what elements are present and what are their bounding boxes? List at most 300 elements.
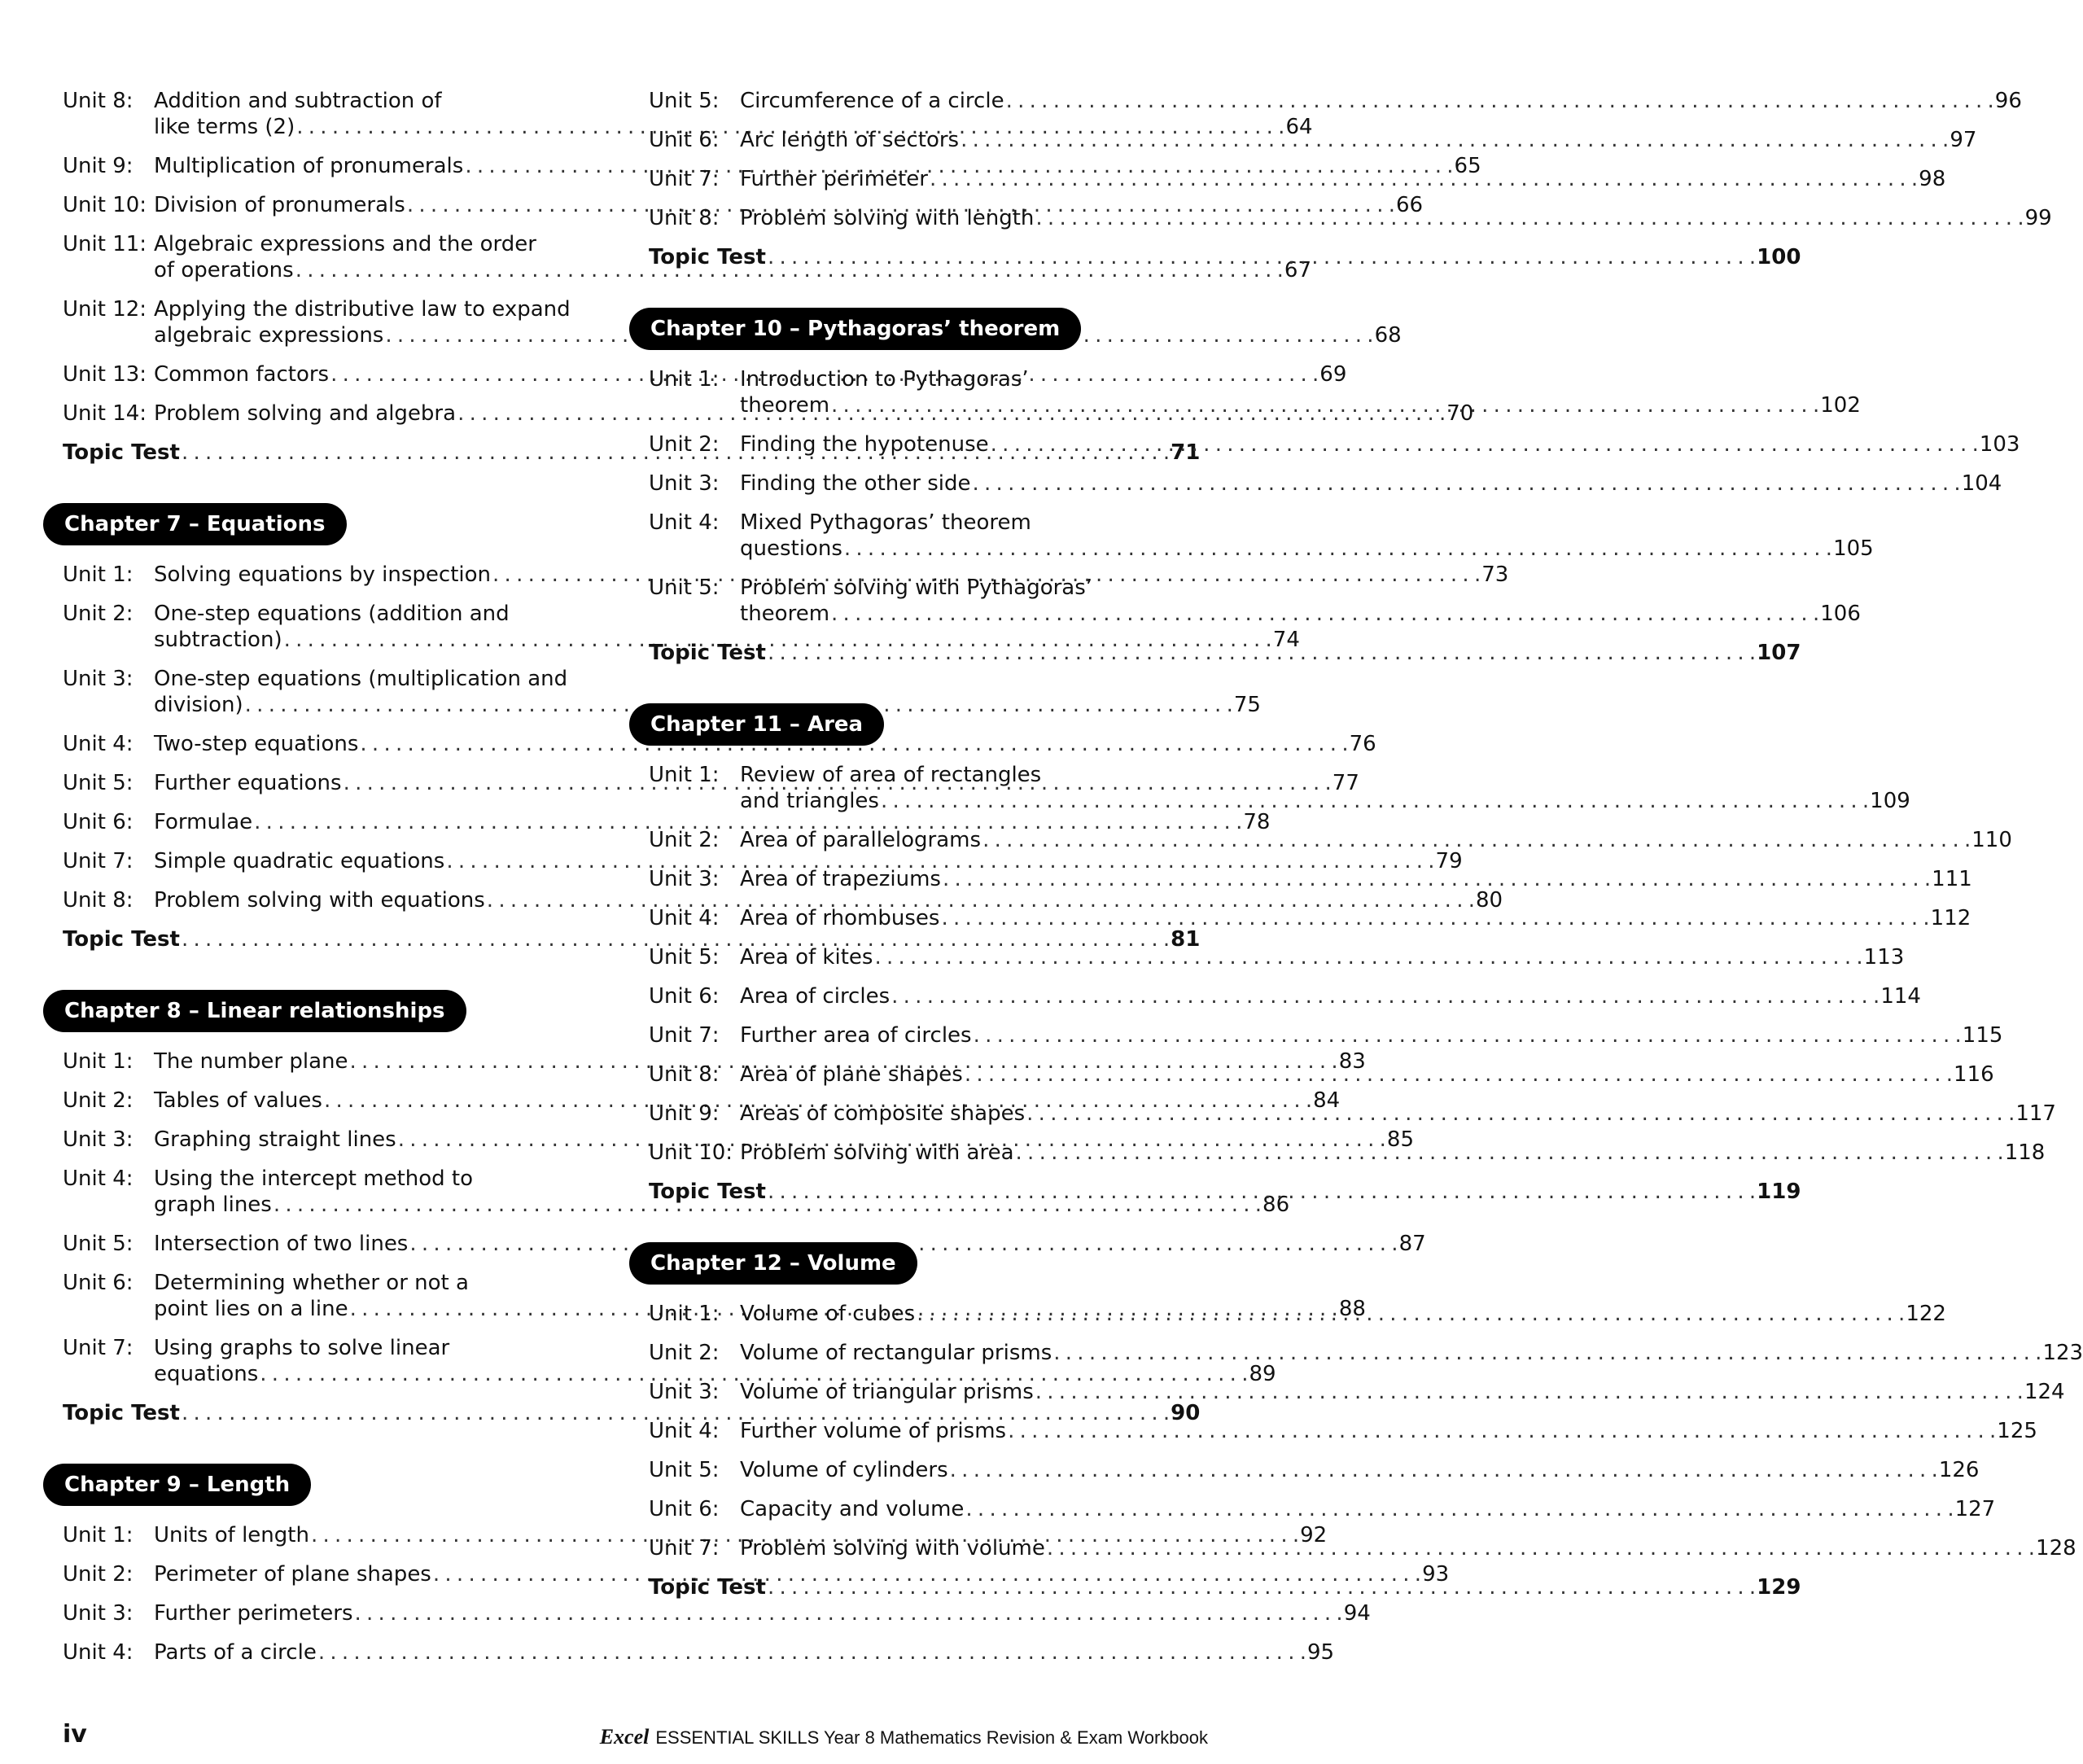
- unit-label: Unit 1:: [63, 562, 133, 587]
- dot-leader: [1006, 88, 1993, 114]
- unit-label: Unit 2:: [63, 1562, 133, 1587]
- unit-title-text: theorem: [740, 393, 830, 418]
- toc-entry: [649, 1101, 2056, 1127]
- unit-label: Unit 5:: [649, 576, 720, 600]
- unit-title: [740, 1022, 2002, 1048]
- page-ref: 118: [2004, 1140, 2046, 1165]
- unit-title-text: The number plane: [154, 1049, 348, 1074]
- unit-title-text: Finding the other side: [740, 471, 971, 496]
- page-ref: 105: [1833, 536, 1874, 561]
- chapter-heading-10: Chapter 10 – Pythagoras’ theorem: [629, 308, 1081, 350]
- topic-test-label: Topic Test: [649, 245, 766, 269]
- unit-title-text: Capacity and volume: [740, 1497, 965, 1521]
- unit-title-text: of operations: [154, 258, 294, 282]
- page-ref: 109: [1870, 789, 1910, 813]
- unit-title-text: Finding the hypotenuse: [740, 432, 989, 457]
- page-ref: 94: [1343, 1601, 1371, 1626]
- unit-title-last-line: [740, 905, 1971, 931]
- unit-title-line: Problem solving with Pythagoras’: [740, 576, 1093, 600]
- page-ref: 70: [1446, 401, 1474, 426]
- unit-label: Unit 6:: [649, 1497, 720, 1521]
- page-ref: 98: [1919, 167, 1946, 191]
- dot-leader: [965, 1496, 1953, 1522]
- unit-label: Unit 7:: [63, 849, 133, 873]
- unit-title-line: Applying the distributive law to expand: [154, 297, 571, 322]
- page-ref: 123: [2042, 1341, 2083, 1365]
- dot-leader: [768, 1574, 1755, 1600]
- unit-title-line: Using the intercept method to: [154, 1167, 474, 1191]
- topic-test-label: Topic Test: [63, 1401, 180, 1425]
- unit-title-text: Two-step equations: [154, 732, 359, 756]
- unit-title: [740, 1061, 1994, 1088]
- dot-leader: [961, 127, 1948, 153]
- page-ref: 90: [1171, 1401, 1201, 1425]
- unit-title-text: Solving equations by inspection: [154, 562, 492, 587]
- unit-title: [740, 127, 1976, 153]
- unit-title-text: theorem: [740, 602, 830, 626]
- dot-leader: [1026, 1101, 2014, 1127]
- page-ref: 68: [1374, 323, 1402, 348]
- unit-title-text: Further equations: [154, 771, 342, 795]
- toc-entry: [63, 731, 1376, 757]
- dot-leader: [1035, 205, 2023, 231]
- dot-leader: [930, 166, 1917, 192]
- chapter-heading-7: Chapter 7 – Equations: [43, 503, 347, 545]
- page-ref: 96: [1994, 89, 2022, 113]
- unit-label: Unit 2:: [649, 432, 720, 457]
- page-ref: 78: [1243, 810, 1271, 834]
- unit-title-text: Volume of cylinders: [740, 1458, 948, 1482]
- unit-label: Unit 1:: [649, 763, 720, 787]
- unit-title-line: One-step equations (multiplication and: [154, 667, 568, 691]
- unit-label: Unit 3:: [649, 1380, 720, 1404]
- toc-entry: [649, 983, 1921, 1009]
- dot-leader: [974, 1022, 1961, 1048]
- dot-leader: [881, 788, 1868, 814]
- unit-label: Unit 6:: [649, 984, 720, 1009]
- unit-title: [154, 1639, 1334, 1666]
- unit-title: [740, 762, 1910, 814]
- chapter-heading-11: Chapter 11 – Area: [629, 703, 884, 746]
- unit-title-line: Determining whether or not a: [154, 1271, 469, 1295]
- page-ref: 92: [1300, 1523, 1328, 1547]
- topic-test-line: [649, 244, 1801, 270]
- dot-leader: [965, 1061, 1952, 1088]
- page-ref: 97: [1950, 128, 1977, 152]
- unit-title: [740, 905, 1971, 931]
- page-ref: 83: [1338, 1049, 1366, 1074]
- unit-label: Unit 12:: [63, 297, 147, 322]
- toc-entry: [649, 1140, 2046, 1166]
- unit-label: Unit 3:: [63, 1601, 133, 1626]
- unit-label: Unit 4:: [649, 1419, 720, 1443]
- page-ref: 115: [1962, 1023, 2003, 1048]
- topic-test-label: Topic Test: [649, 641, 766, 665]
- toc-entry: [63, 1600, 1371, 1626]
- unit-title-text: Problem solving with area: [740, 1140, 1014, 1165]
- dot-leader: [982, 827, 1970, 853]
- unit-title-last-line: [740, 1022, 2002, 1048]
- dot-leader: [1035, 1379, 2023, 1405]
- unit-label: Unit 11:: [63, 232, 147, 256]
- topic-test-label: Topic Test: [649, 1180, 766, 1204]
- toc-entry: [649, 1340, 2083, 1366]
- unit-label: Unit 8:: [649, 206, 720, 230]
- unit-title: [740, 944, 1904, 970]
- topic-test-label: Topic Test: [649, 1575, 766, 1600]
- unit-title-text: Volume of triangular prisms: [740, 1380, 1034, 1404]
- dot-leader: [1053, 1340, 2041, 1366]
- page-ref: 126: [1938, 1458, 1980, 1482]
- topic-test-line: [649, 1179, 1801, 1205]
- unit-title-last-line: [740, 431, 2020, 457]
- unit-title-text: Formulae: [154, 810, 253, 834]
- page-ref: 110: [1971, 828, 2012, 852]
- unit-label: Unit 5:: [63, 1232, 133, 1256]
- toc-entry: [649, 1457, 1980, 1483]
- unit-title-last-line: [740, 788, 1910, 814]
- page-ref: 119: [1757, 1180, 1801, 1204]
- unit-title-last-line: [740, 205, 2052, 231]
- page-ref: 65: [1454, 154, 1481, 178]
- unit-title-text: Problem solving with equations: [154, 888, 485, 913]
- toc-entry: [63, 887, 1503, 913]
- unit-label: Unit 10:: [649, 1140, 733, 1165]
- unit-title-text: like terms (2): [154, 115, 295, 139]
- unit-title-text: division): [154, 693, 243, 717]
- unit-title-text: Division of pronumerals: [154, 193, 405, 217]
- unit-title-text: Problem solving and algebra: [154, 401, 457, 426]
- unit-label: Unit 5:: [649, 945, 720, 970]
- unit-title: [740, 1140, 2045, 1166]
- unit-label: Unit 4:: [63, 1640, 133, 1665]
- unit-title-last-line: [740, 471, 2002, 497]
- unit-title: [740, 1496, 1995, 1522]
- unit-title-last-line: [740, 866, 1972, 892]
- dot-leader: [844, 536, 1831, 562]
- unit-title-text: subtraction): [154, 628, 282, 652]
- unit-title: [740, 827, 2012, 853]
- page-footer: [0, 1720, 1289, 1753]
- unit-title: [740, 1101, 2056, 1127]
- unit-title-line: Introduction to Pythagoras’: [740, 367, 1029, 392]
- unit-title: [740, 1418, 2037, 1444]
- unit-title-text: Further volume of prisms: [740, 1419, 1007, 1443]
- unit-title-text: Tables of values: [154, 1088, 322, 1113]
- unit-title: [740, 205, 2052, 231]
- toc-entry: [649, 944, 1905, 970]
- unit-title: [740, 471, 2002, 497]
- unit-label: Unit 9:: [63, 154, 133, 178]
- unit-title-text: and triangles: [740, 789, 879, 813]
- dot-leader: [991, 431, 1978, 457]
- unit-title-text: Intersection of two lines: [154, 1232, 409, 1256]
- unit-title: [740, 1340, 2083, 1366]
- page-ref: 67: [1284, 258, 1312, 282]
- unit-title: [740, 366, 1861, 418]
- page-ref: 75: [1233, 693, 1261, 717]
- unit-label: Unit 4:: [63, 1167, 133, 1191]
- page-ref: 112: [1930, 906, 1971, 930]
- dot-leader: [1016, 1140, 2003, 1166]
- unit-title-line: Using graphs to solve linear: [154, 1336, 450, 1360]
- unit-title-last-line: [740, 983, 1921, 1009]
- unit-title-text: Problem solving with volume: [740, 1536, 1045, 1560]
- unit-title-text: Further perimeters: [154, 1601, 353, 1626]
- unit-title-text: Common factors: [154, 362, 330, 387]
- unit-title-text: Area of parallelograms: [740, 828, 982, 852]
- page-ref: 77: [1332, 771, 1359, 795]
- page-ref: 104: [1961, 471, 2002, 496]
- unit-title: [740, 510, 1874, 562]
- page-ref: 74: [1272, 628, 1300, 652]
- unit-label: Unit 14:: [63, 401, 147, 426]
- page-ref: 81: [1171, 927, 1201, 952]
- page-ref: 71: [1171, 440, 1201, 465]
- unit-title-text: equations: [154, 1362, 259, 1386]
- page-number: iv: [63, 1720, 87, 1749]
- unit-label: Unit 7:: [63, 1336, 133, 1360]
- unit-title-text: Volume of cubes: [740, 1302, 916, 1326]
- unit-title-last-line: [154, 1639, 1334, 1666]
- unit-label: Unit 5:: [649, 89, 720, 113]
- unit-label: Unit 6:: [63, 1271, 133, 1295]
- topic-test-line: [649, 640, 1801, 666]
- unit-title-text: algebraic expressions: [154, 323, 384, 348]
- unit-title-last-line: [740, 944, 1904, 970]
- page-ref: 122: [1906, 1302, 1946, 1326]
- unit-label: Unit 13:: [63, 362, 147, 387]
- page-ref: 129: [1757, 1575, 1801, 1600]
- toc-entry: [649, 471, 2002, 497]
- page-ref: 79: [1435, 849, 1463, 873]
- unit-title-last-line: [740, 1301, 1946, 1327]
- topic-test-label: Topic Test: [63, 927, 180, 952]
- unit-title-line: Algebraic expressions and the order: [154, 232, 536, 256]
- page-ref: 125: [1997, 1419, 2037, 1443]
- unit-title-text: Parts of a circle: [154, 1640, 317, 1665]
- page-ref: 100: [1757, 245, 1801, 269]
- unit-title-line: Addition and subtraction of: [154, 89, 442, 113]
- toc-entry: [649, 88, 2022, 114]
- toc-entry: [649, 1418, 2037, 1444]
- unit-label: Unit 8:: [63, 89, 133, 113]
- topic-test-label: Topic Test: [63, 440, 180, 465]
- unit-title-last-line: [740, 88, 2022, 114]
- toc-entry: [63, 1231, 1426, 1257]
- chapter-heading-9: Chapter 9 – Length: [43, 1464, 311, 1506]
- unit-label: Unit 7:: [649, 1023, 720, 1048]
- unit-title-text: Area of rhombuses: [740, 906, 940, 930]
- page-ref: 95: [1307, 1640, 1335, 1665]
- page-ref: 114: [1880, 984, 1921, 1009]
- page-ref: 88: [1338, 1297, 1366, 1321]
- dot-leader: [917, 1301, 1904, 1327]
- unit-title-last-line: [740, 127, 1976, 153]
- toc-entry: [63, 666, 1261, 718]
- unit-label: Unit 1:: [63, 1523, 133, 1547]
- toc-entry: [649, 1379, 2065, 1405]
- chapter-heading-12: Chapter 12 – Volume: [629, 1242, 917, 1285]
- page-ref: 66: [1396, 193, 1424, 217]
- unit-label: Unit 3:: [649, 867, 720, 891]
- unit-title-last-line: [740, 1140, 2045, 1166]
- toc-entry: [63, 1639, 1335, 1666]
- page-ref: 99: [2024, 206, 2052, 230]
- unit-title-last-line: [740, 1418, 2037, 1444]
- unit-title-text: Perimeter of plane shapes: [154, 1562, 431, 1587]
- unit-label: Unit 7:: [649, 167, 720, 191]
- unit-label: Unit 2:: [649, 828, 720, 852]
- unit-label: Unit 10:: [63, 193, 147, 217]
- unit-title: [740, 575, 1861, 627]
- toc-entry: [63, 809, 1271, 835]
- dot-leader: [318, 1639, 1306, 1666]
- unit-label: Unit 5:: [63, 771, 133, 795]
- page-ref: 93: [1422, 1562, 1450, 1587]
- unit-title-last-line: [740, 166, 1945, 192]
- dot-leader: [1047, 1535, 2034, 1561]
- page-ref: 107: [1757, 641, 1801, 665]
- toc-entry: [649, 866, 1972, 892]
- unit-title-last-line: [740, 1535, 2076, 1561]
- unit-title-text: Further area of circles: [740, 1023, 972, 1048]
- toc-topic-test: [63, 1400, 1201, 1426]
- unit-title-text: graph lines: [154, 1193, 272, 1217]
- unit-title-line: One-step equations (addition and: [154, 602, 510, 626]
- unit-label: Unit 4:: [649, 510, 720, 535]
- unit-title-last-line: [154, 1600, 1371, 1626]
- unit-label: Unit 6:: [649, 128, 720, 152]
- page-ref: 113: [1863, 945, 1905, 970]
- unit-title-text: Multiplication of pronumerals: [154, 154, 464, 178]
- unit-title-line: Mixed Pythagoras’ theorem: [740, 510, 1031, 535]
- page-ref: 111: [1932, 867, 1972, 891]
- publication-name: ESSENTIAL SKILLS Year 8 Mathematics Revision & Exam Workbook: [655, 1727, 1208, 1748]
- toc-entry: [649, 1496, 1996, 1522]
- unit-title-text: Problem solving with length: [740, 206, 1035, 230]
- unit-title-text: Area of trapeziums: [740, 867, 941, 891]
- toc-entry: [649, 510, 1874, 562]
- unit-title-text: Area of kites: [740, 945, 873, 970]
- unit-label: Unit 2:: [63, 602, 133, 626]
- unit-title-text: Volume of rectangular prisms: [740, 1341, 1052, 1365]
- dot-leader: [831, 601, 1818, 627]
- unit-label: Unit 3:: [63, 667, 133, 691]
- unit-title-text: Area of plane shapes: [740, 1062, 963, 1087]
- unit-label: Unit 1:: [63, 1049, 133, 1074]
- unit-title-last-line: [740, 601, 1861, 627]
- unit-label: Unit 4:: [649, 906, 720, 930]
- page-ref: 117: [2015, 1101, 2056, 1126]
- unit-title-last-line: [740, 536, 1874, 562]
- page-ref: 85: [1386, 1127, 1415, 1152]
- dot-leader: [891, 983, 1879, 1009]
- page-ref: 124: [2024, 1380, 2065, 1404]
- unit-title-text: Areas of composite shapes: [740, 1101, 1026, 1126]
- dot-leader: [941, 905, 1928, 931]
- unit-label: Unit 8:: [649, 1062, 720, 1087]
- dot-leader: [355, 1600, 1342, 1626]
- unit-title: [740, 1301, 1946, 1327]
- unit-label: Unit 4:: [63, 732, 133, 756]
- page-ref: 73: [1481, 562, 1509, 587]
- unit-title: [740, 1379, 2065, 1405]
- unit-title-line: Review of area of rectangles: [740, 763, 1042, 787]
- unit-title: [740, 866, 1972, 892]
- unit-title-text: questions: [740, 536, 842, 561]
- page-ref: 76: [1349, 732, 1376, 756]
- topic-test-line: [649, 1574, 1801, 1600]
- unit-title-last-line: [740, 1457, 1979, 1483]
- toc-topic-test: [63, 926, 1201, 952]
- unit-title: [740, 166, 1945, 192]
- page-ref: 64: [1285, 115, 1313, 139]
- page-ref: 84: [1313, 1088, 1341, 1113]
- unit-label: Unit 7:: [649, 1536, 720, 1560]
- unit-label: Unit 1:: [649, 1302, 720, 1326]
- unit-label: Unit 8:: [63, 888, 133, 913]
- unit-title-last-line: [740, 1340, 2083, 1366]
- dot-leader: [768, 244, 1755, 270]
- unit-title: [154, 1600, 1371, 1626]
- unit-label: Unit 9:: [649, 1101, 720, 1126]
- unit-title-text: Area of circles: [740, 984, 891, 1009]
- page-ref: 116: [1954, 1062, 1994, 1087]
- page-ref: 80: [1476, 888, 1503, 913]
- unit-title-text: Arc length of sectors: [740, 128, 960, 152]
- unit-label: Unit 5:: [649, 1458, 720, 1482]
- dot-leader: [831, 392, 1818, 418]
- toc-entry: [649, 827, 2012, 853]
- toc-entry: [649, 575, 1861, 627]
- dot-leader: [874, 944, 1862, 970]
- dot-leader: [972, 471, 1959, 497]
- unit-title-text: Graphing straight lines: [154, 1127, 396, 1152]
- toc-entry: [63, 1561, 1450, 1587]
- unit-title: [740, 88, 2022, 114]
- unit-title-last-line: [740, 392, 1861, 418]
- page-ref: 106: [1820, 602, 1861, 626]
- unit-title-text: Further perimeter: [740, 167, 928, 191]
- unit-title-last-line: [740, 1061, 1994, 1088]
- page-ref: 127: [1954, 1497, 1996, 1521]
- unit-label: Unit 3:: [649, 471, 720, 496]
- unit-title-last-line: [740, 827, 2012, 853]
- unit-label: Unit 2:: [649, 1341, 720, 1365]
- page-ref: 102: [1820, 393, 1861, 418]
- unit-title: [740, 1457, 1979, 1483]
- unit-title-text: Simple quadratic equations: [154, 849, 445, 873]
- unit-title-text: Circumference of a circle: [740, 89, 1004, 113]
- dot-leader: [943, 866, 1930, 892]
- unit-label: Unit 6:: [63, 810, 133, 834]
- unit-label: Unit 2:: [63, 1088, 133, 1113]
- publication-title: [600, 1725, 1208, 1749]
- dot-leader: [768, 1179, 1755, 1205]
- page-ref: 103: [1979, 432, 2020, 457]
- unit-title: [740, 1535, 2076, 1561]
- unit-title: [740, 983, 1921, 1009]
- unit-label: Unit 1:: [649, 367, 720, 392]
- dot-leader: [1008, 1418, 1995, 1444]
- page-ref: 69: [1319, 362, 1347, 387]
- dot-leader: [950, 1457, 1937, 1483]
- toc-entry: [649, 1022, 2003, 1048]
- unit-title: [740, 431, 2020, 457]
- unit-label: Unit 3:: [63, 1127, 133, 1152]
- brand-logo-text: Excel: [599, 1725, 650, 1749]
